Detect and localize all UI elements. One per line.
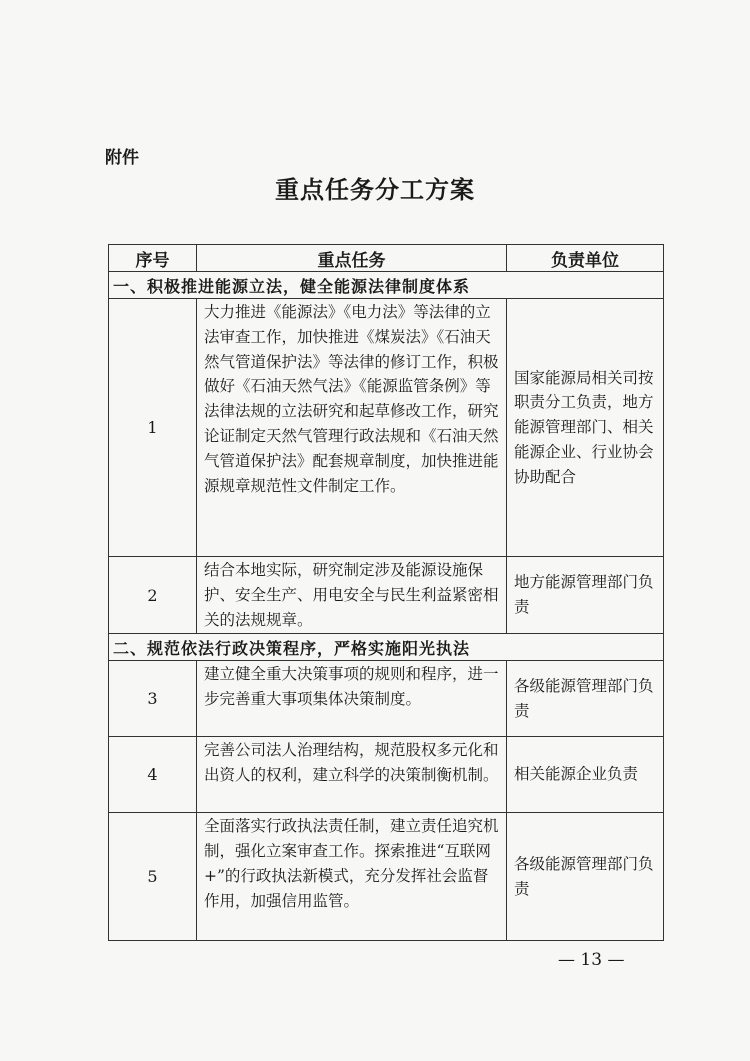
row-number: 5: [109, 813, 197, 941]
table-row: [109, 557, 664, 634]
row-task: 全面落实行政执法责任制，建立责任追究机制，强化立案审查工作。探索推进“互联网+”的行政执法新模式，充分发挥社会监督作用，加强信用监管。: [197, 813, 507, 941]
task-division-table: [108, 244, 664, 941]
section-row: [109, 634, 664, 661]
section-heading: 一、积极推进能源立法，健全能源法律制度体系: [109, 272, 664, 299]
attachment-label: 附件: [105, 148, 139, 168]
row-unit: 国家能源局相关司按职责分工负责，地方能源管理部门、相关能源企业、行业协会协助配合: [507, 299, 664, 557]
header-unit: 负责单位: [507, 245, 664, 272]
row-task: 结合本地实际，研究制定涉及能源设施保护、安全生产、用电安全与民生利益紧密相关的法规规章。: [197, 557, 507, 634]
table-row: [109, 661, 664, 737]
row-unit: 各级能源管理部门负责: [507, 661, 664, 737]
table-row: [109, 737, 664, 813]
row-unit: 地方能源管理部门负责: [507, 557, 664, 634]
row-number: 4: [109, 737, 197, 813]
row-number: 1: [109, 299, 197, 557]
header-serial: 序号: [109, 245, 197, 272]
row-task: 大力推进《能源法》《电力法》等法律的立法审查工作，加快推进《煤炭法》《石油天然气管道保护法》等法律的修订工作，积极做好《石油天然气法》《能源监管条例》等法律法规的立法研究和起草修改工作，研究论证制定天然气管理行政法规和《石油天然气管道保护法》配套规章制度，加快推进能源规章规范性文件制定工作。: [197, 299, 507, 557]
table-header-row: [109, 245, 664, 272]
table-row: [109, 813, 664, 941]
row-unit: 各级能源管理部门负责: [507, 813, 664, 941]
row-number: 2: [109, 557, 197, 634]
section-heading: 二、规范依法行政决策程序，严格实施阳光执法: [109, 634, 664, 661]
page-number: — 13 —: [558, 950, 625, 970]
section-row: [109, 272, 664, 299]
document-title: 重点任务分工方案: [275, 176, 475, 204]
row-task: 建立健全重大决策事项的规则和程序，进一步完善重大事项集体决策制度。: [197, 661, 507, 737]
row-task: 完善公司法人治理结构，规范股权多元化和出资人的权利，建立科学的决策制衡机制。: [197, 737, 507, 813]
row-unit: 相关能源企业负责: [507, 737, 664, 813]
header-task: 重点任务: [197, 245, 507, 272]
table-row: [109, 299, 664, 557]
row-number: 3: [109, 661, 197, 737]
